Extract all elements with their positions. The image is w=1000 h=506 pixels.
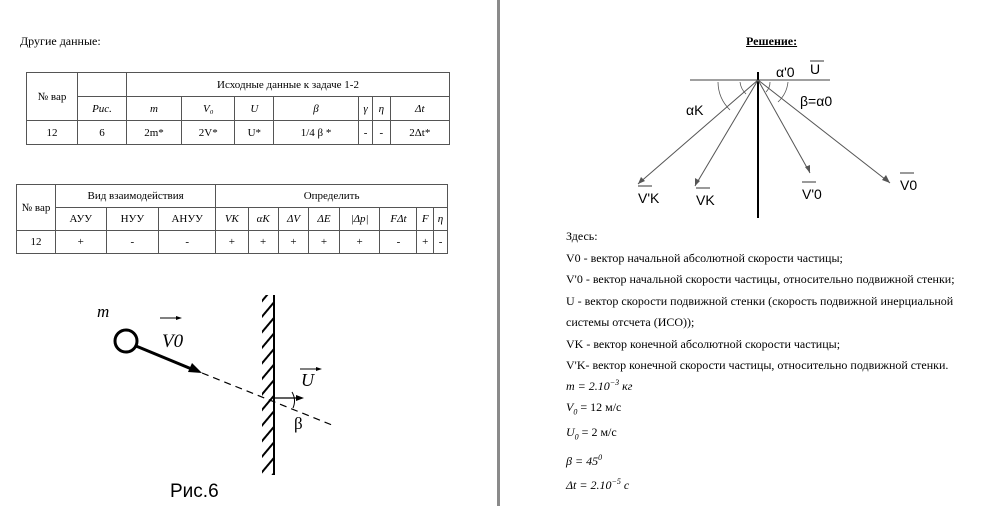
cell: + [417, 231, 434, 254]
formula-v0 [566, 397, 632, 423]
col-header: γ [358, 97, 372, 121]
beta-label: β [294, 414, 303, 433]
mass-circle [115, 330, 137, 352]
col-header: αK [248, 208, 278, 231]
col-header: АУУ [56, 208, 107, 231]
vk-prime-head [638, 177, 645, 184]
cell: 6 [78, 121, 127, 145]
var-header: № вар [27, 73, 78, 121]
solution-title: Решение: [746, 34, 798, 48]
v0-vector-bar-head [176, 316, 182, 320]
col-header: β [274, 97, 359, 121]
formula-beta-lhs: β = 45 [566, 454, 599, 469]
col-header: VK [216, 208, 248, 231]
cell: - [358, 121, 372, 145]
v0-arrowhead [188, 363, 202, 373]
u-label: U [301, 370, 314, 390]
alphak-label: αK [686, 102, 704, 118]
cell: - [106, 231, 159, 254]
table-row [27, 121, 450, 145]
cell: + [248, 231, 278, 254]
beta-arc [292, 392, 294, 408]
left-page [0, 0, 488, 506]
col-header: V₀ [182, 97, 235, 121]
notes-line: системы отсчета (ИСО)); [566, 315, 695, 329]
alphak-prime-arc [740, 82, 746, 94]
figure-caption: Рис.6 [170, 481, 219, 502]
u-arrowhead [296, 395, 304, 401]
col-header: Δt [390, 97, 449, 121]
formula-m-exp: −3 [609, 378, 620, 387]
formula-u0-lhs: U [566, 425, 575, 440]
col-header: |Δp| [339, 208, 380, 231]
cell: 2V* [182, 121, 235, 145]
vk-vector [695, 80, 758, 186]
formula-v0-rhs: = 12 м/с [577, 399, 622, 414]
page-divider [488, 0, 508, 506]
col-header: η [373, 97, 390, 121]
notes-line: V'0 - вектор начальной скорости частицы, относительно подвижной стенки; [566, 272, 955, 286]
notes-line: V'K- вектор конечной скорости частицы, относительно подвижной стенки. [566, 358, 949, 372]
col-header: F [417, 208, 434, 231]
vk-prime-vector [638, 80, 758, 184]
formula-dt-unit: с [620, 477, 630, 492]
cell: - [380, 231, 417, 254]
formula-m-unit: кг [619, 379, 633, 393]
col-header: FΔt [380, 208, 417, 231]
col-header: η [434, 208, 448, 231]
formula-m [566, 373, 632, 397]
formula-u0-rhs: = 2 м/с [578, 425, 617, 440]
notes-line: Здесь: [566, 229, 598, 243]
col-header: ΔV [278, 208, 308, 231]
u-label: U [810, 61, 821, 77]
formula-dt [566, 472, 632, 496]
col-header: АНУУ [159, 208, 216, 231]
var-header: № вар [17, 185, 56, 231]
source-data-table [26, 72, 450, 145]
formula-beta-exp: 0 [598, 453, 603, 463]
formula-dt-lhs: Δt = 2.10 [566, 477, 612, 492]
cell: + [278, 231, 308, 254]
table-row [17, 231, 448, 254]
group-header: Вид взаимодействия [56, 185, 216, 208]
notes-line: U - вектор скорости подвижной стенки (скорость подвижной инерциальной [566, 293, 954, 308]
formula-m-lhs: m = 2.10 [566, 379, 610, 393]
formula-u0 [566, 422, 632, 448]
cell: U* [235, 121, 274, 145]
cell: + [309, 231, 339, 254]
cell: 12 [17, 231, 56, 254]
cell: 2Δt* [390, 121, 449, 145]
notes-line: V0 - вектор начальной абсолютной скорости частицы; [566, 250, 843, 265]
cell: + [216, 231, 248, 254]
v0-label: V0 [162, 331, 184, 352]
divider-bar [497, 0, 500, 506]
mass-label: m [97, 302, 110, 321]
vk-prime-label: V'K [638, 190, 660, 206]
col-header: m [127, 97, 182, 121]
notes-line: VK - вектор конечной абсолютной скорости частицы; [566, 336, 841, 351]
formula-v0-lhs: V [566, 399, 574, 414]
right-page [508, 0, 1000, 506]
group-header: Исходные данные к задаче 1-2 [127, 73, 450, 97]
figure-6 [0, 285, 488, 506]
notes-block [566, 226, 996, 377]
group-header: Определить [216, 185, 448, 208]
formula-v0-sub: 0 [573, 406, 578, 416]
v0-head [882, 175, 890, 183]
col-header: U [235, 97, 274, 121]
formula-u0-sub: 0 [574, 432, 579, 442]
wall-hatch [262, 295, 274, 475]
cell: + [339, 231, 380, 254]
v0-label: V0 [900, 177, 918, 193]
cell: 1/4 β * [274, 121, 359, 145]
col-header: НУУ [106, 208, 159, 231]
u-vector-bar-head [316, 367, 322, 371]
cell: 2m* [127, 121, 182, 145]
cell: 12 [27, 121, 78, 145]
interaction-table [16, 184, 448, 254]
formulas-block [566, 373, 632, 495]
col-header: Рис. [78, 97, 127, 121]
vector-diagram [508, 0, 1000, 230]
formula-dt-exp: −5 [611, 476, 621, 486]
formula-beta [566, 448, 632, 472]
alpha0-prime-label: α'0 [776, 64, 795, 80]
col-header: ΔE [309, 208, 339, 231]
cell: - [373, 121, 390, 145]
cell: - [434, 231, 448, 254]
beta-alpha0-label: β=α0 [800, 93, 833, 109]
vk-label: VK [696, 192, 715, 208]
cell: + [56, 231, 107, 254]
other-data-label: Другие данные: [20, 34, 101, 48]
cell: - [159, 231, 216, 254]
header-spacer [78, 73, 127, 97]
v0-prime-label: V'0 [802, 186, 822, 202]
